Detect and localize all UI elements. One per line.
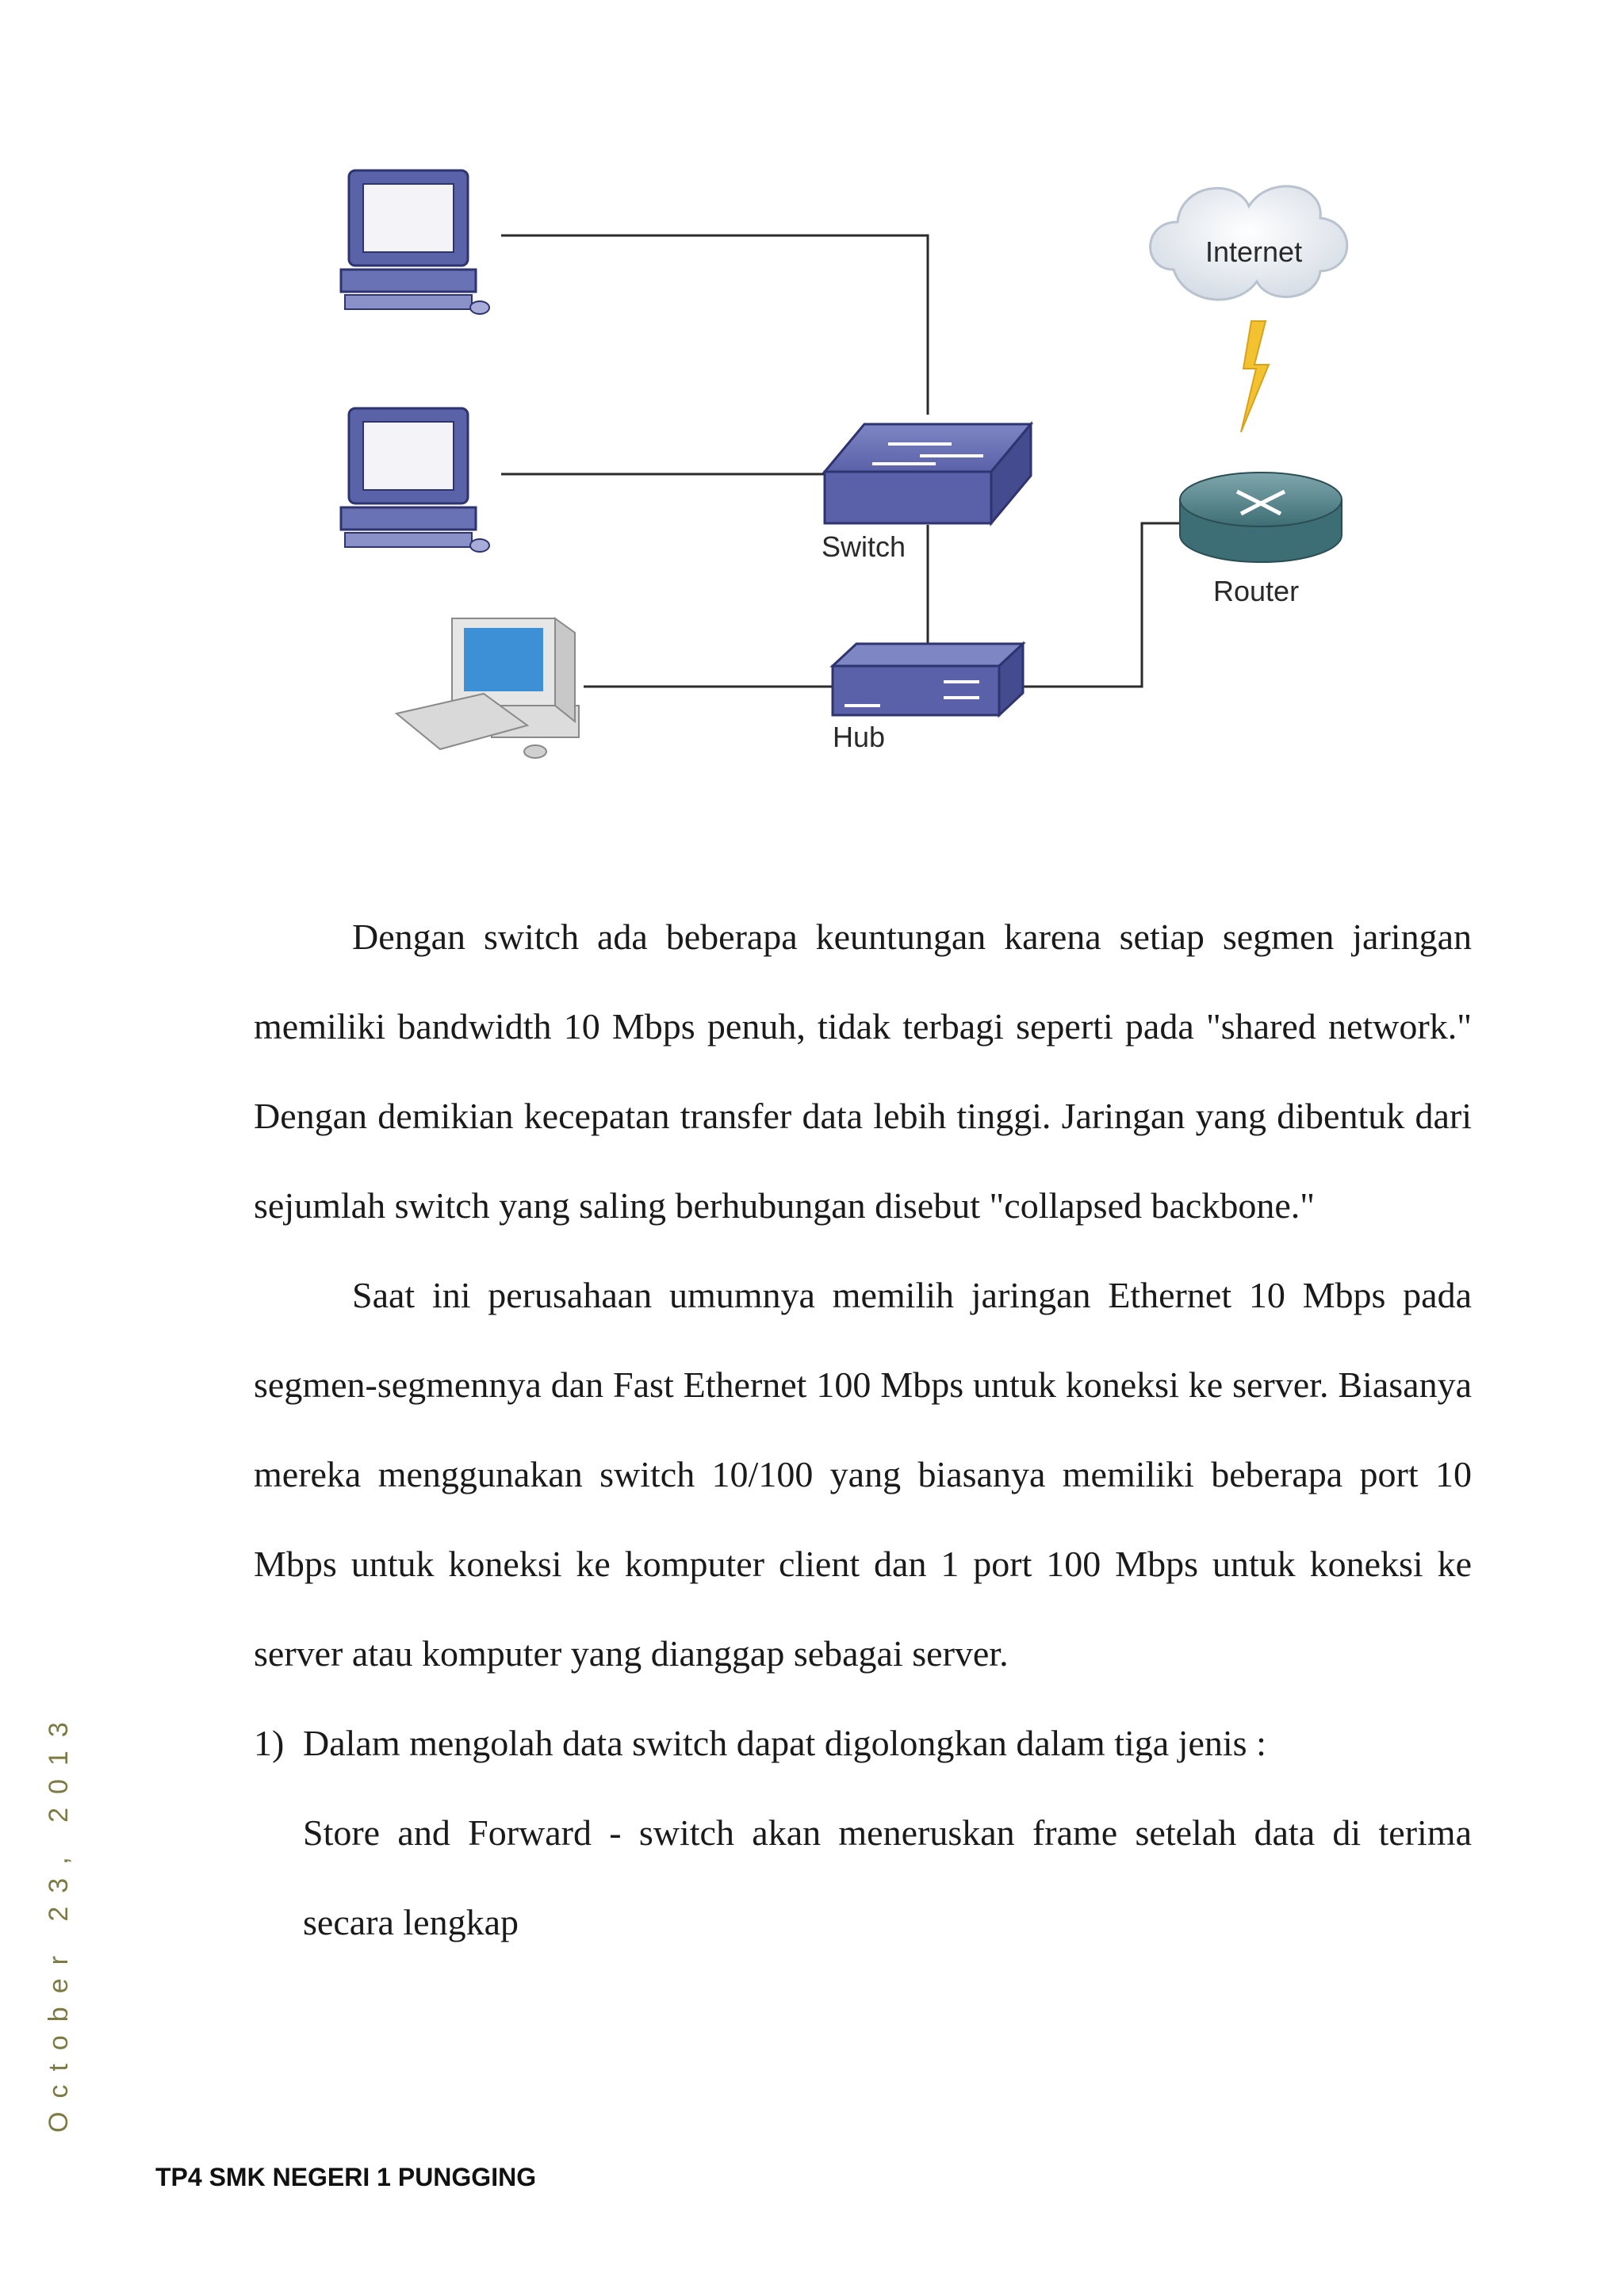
router-label: Router bbox=[1213, 575, 1300, 607]
network-diagram bbox=[317, 151, 1411, 848]
switch-icon bbox=[825, 424, 1031, 523]
list-intro: Dalam mengolah data switch dapat digolongkan dalam tiga jenis : bbox=[303, 1723, 1266, 1763]
switch-label: Switch bbox=[822, 530, 906, 563]
lightning-icon bbox=[1241, 321, 1269, 432]
list-item bbox=[254, 1698, 1472, 1967]
paragraph: Dengan switch ada beberapa keuntungan karena setiap segmen jaringan memiliki bandwidth 10 Mbps penuh, tidak terbagi seperti pada "shared network." Dengan demikian kecepatan transfer data lebih tinggi. Jaringan yang dibentuk dari sejumlah switch yang saling berhubungan disebut "collapsed backbone." bbox=[254, 916, 1472, 1226]
side-date: October 23, 2013 bbox=[44, 1709, 74, 2133]
hub-label: Hub bbox=[833, 721, 886, 753]
desktop-computer-icon bbox=[396, 618, 579, 758]
paragraph: Saat ini perusahaan umumnya memilih jaringan Ethernet 10 Mbps pada segmen-segmennya dan Fast Ethernet 100 Mbps untuk koneksi ke server. Biasanya mereka menggunakan switch 10/100 yang biasanya memiliki beberapa port 10 Mbps untuk koneksi ke komputer client dan 1 port 100 Mbps untuk koneksi ke server atau komputer yang dianggap sebagai server. bbox=[254, 1275, 1472, 1674]
internet-label: Internet bbox=[1205, 235, 1303, 268]
footer-text: TP4 SMK NEGERI 1 PUNGGING bbox=[155, 2163, 537, 2191]
computer-icon bbox=[341, 408, 489, 552]
list-detail: Store and Forward - switch akan meneruskan frame setelah data di terima secara lengkap bbox=[303, 1812, 1472, 1942]
body-text bbox=[254, 892, 1472, 1967]
list-number: 1) bbox=[254, 1723, 285, 1763]
hub-icon bbox=[833, 644, 1023, 715]
router-icon bbox=[1180, 473, 1342, 562]
computer-icon bbox=[341, 170, 489, 314]
